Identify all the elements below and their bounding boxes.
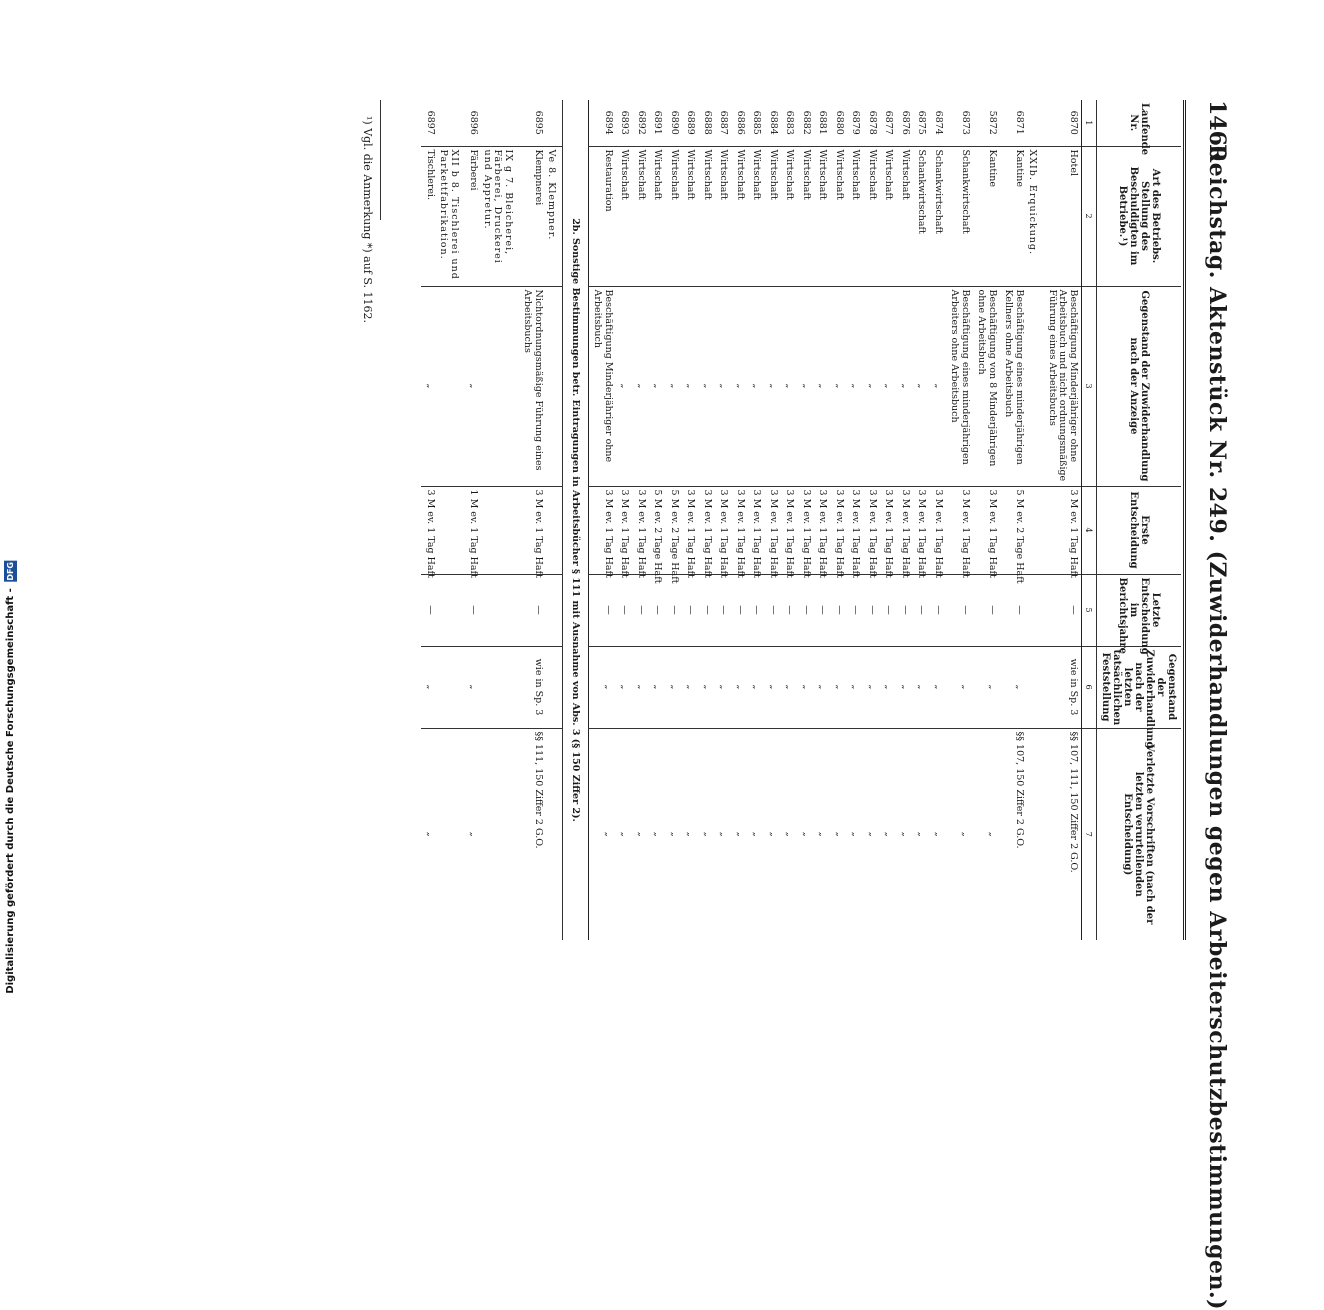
cell-gegenstand: „ [666, 286, 683, 486]
violations-table [422, 100, 1182, 940]
cell-nr: 6893 [619, 110, 631, 135]
cell-nr: 6871 [1014, 110, 1025, 135]
table-row [1044, 100, 1082, 940]
cell-letzte: — [798, 574, 815, 646]
cell-art: Tischlerei. [422, 146, 439, 286]
group-heading: XII b 8. Tischlerei und Parkettfabrikation. [438, 146, 465, 286]
cell-tatsaechlich: „ [1000, 646, 1027, 728]
cell-letzte: — [765, 574, 782, 646]
cell-tatsaechlich: „ [422, 646, 439, 728]
col-num: 1 [1082, 100, 1097, 146]
cell-letzte: — [1044, 574, 1082, 646]
cell-vorschriften: „ [699, 728, 716, 940]
table-row [589, 100, 617, 940]
cell-letzte: — [913, 574, 930, 646]
cell-gegenstand: „ [649, 286, 666, 486]
empty-cell [438, 486, 465, 574]
cell-letzte: — [880, 574, 897, 646]
cell-gegenstand: „ [798, 286, 815, 486]
cell-gegenstand: Beschäftigung eines minderjährigen Arbeiters ohne Arbeitsbuch [946, 286, 973, 486]
cell-letzte: — [519, 574, 546, 646]
cell-art: Wirtschaft [798, 146, 815, 286]
cell-art: Restauration [589, 146, 617, 286]
cell-letzte: — [973, 574, 1000, 646]
col-header-erste: Erste Entscheidung [1097, 486, 1182, 574]
cell-erste: 3 M ev. 1 Tag Haft [765, 486, 782, 574]
table-row [880, 100, 897, 940]
cell-erste: 3 M ev. 1 Tag Haft [897, 486, 914, 574]
table-row [732, 100, 749, 940]
cell-nr: 6897 [425, 110, 436, 135]
cell-tatsaechlich: „ [798, 646, 815, 728]
cell-erste: 3 M ev. 1 Tag Haft [715, 486, 732, 574]
cell-art: Wirtschaft [633, 146, 650, 286]
table-body-section-b [422, 100, 564, 940]
cell-nr: 6882 [801, 110, 812, 135]
cell-erste: 5 M ev. 2 Tage Haft [1000, 486, 1027, 574]
cell-gegenstand: „ [682, 286, 699, 486]
cell-vorschriften: „ [765, 728, 782, 940]
cell-erste: 3 M ev. 1 Tag Haft [699, 486, 716, 574]
cell-tatsaechlich: „ [831, 646, 848, 728]
empty-cell [1027, 728, 1044, 940]
cell-gegenstand: „ [422, 286, 439, 486]
cell-art: Hotel [1044, 146, 1082, 286]
cell-letzte: — [682, 574, 699, 646]
empty-cell [546, 574, 563, 646]
empty-cell [1027, 100, 1044, 146]
cell-vorschriften: „ [732, 728, 749, 940]
cell-art: Wirtschaft [616, 146, 633, 286]
cell-vorschriften: „ [913, 728, 930, 940]
cell-vorschriften: „ [814, 728, 831, 940]
col-header-vorschriften: Verletzte Vorschriften (nach der letzten verurteilenden Entscheidung) [1097, 728, 1182, 940]
cell-gegenstand: „ [715, 286, 732, 486]
cell-tatsaechlich: „ [682, 646, 699, 728]
cell-nr: 6881 [817, 110, 829, 135]
cell-nr: 6891 [652, 110, 664, 135]
cell-nr: 6880 [834, 110, 845, 135]
table-row [715, 100, 732, 940]
cell-vorschriften: „ [897, 728, 914, 940]
column-number-row [1082, 100, 1097, 940]
cell-gegenstand: Beschäftigung Minderjähriger ohne Arbeitsbuch und nicht ordnungsmäßige Führung eines Arbeitsbuchs [1044, 286, 1082, 486]
cell-tatsaechlich: wie in Sp. 3 [1044, 646, 1082, 728]
cell-vorschriften: „ [748, 728, 765, 940]
cell-gegenstand: „ [748, 286, 765, 486]
cell-gegenstand: Nichtordnungsmäßige Führung eines Arbeitsbuchs [519, 286, 546, 486]
cell-nr: 5872 [987, 110, 998, 135]
section-b-heading [563, 100, 589, 940]
cell-erste: 3 M ev. 1 Tag Haft [519, 486, 546, 574]
empty-cell [1027, 574, 1044, 646]
cell-vorschriften: „ [649, 728, 666, 940]
cell-vorschriften: „ [798, 728, 815, 940]
table-row [649, 100, 666, 940]
cell-art: Wirtschaft [649, 146, 666, 286]
cell-erste: 3 M ev. 1 Tag Haft [864, 486, 881, 574]
group-heading-row [438, 100, 465, 940]
cell-erste: 3 M ev. 1 Tag Haft [973, 486, 1000, 574]
cell-erste: 3 M ev. 1 Tag Haft [732, 486, 749, 574]
cell-vorschriften: „ [880, 728, 897, 940]
cell-gegenstand: „ [633, 286, 650, 486]
cell-gegenstand: „ [913, 286, 930, 486]
table-row [666, 100, 683, 940]
empty-cell [482, 728, 520, 940]
cell-letzte: — [748, 574, 765, 646]
col-num: 2 [1082, 146, 1097, 286]
col-num: 4 [1082, 486, 1097, 574]
cell-nr: 6895 [533, 110, 544, 135]
cell-erste: 5 M ev. 2 Tage Haft [649, 486, 666, 574]
cell-art: Wirtschaft [831, 146, 848, 286]
cell-vorschriften: „ [930, 728, 947, 940]
cell-erste: 3 M ev. 1 Tag Haft [930, 486, 947, 574]
cell-nr: 6890 [669, 110, 680, 135]
cell-vorschriften: §§ 107, 150 Ziffer 2 G.O. [1000, 728, 1027, 940]
cell-tatsaechlich: „ [814, 646, 831, 728]
cell-art: Wirtschaft [864, 146, 881, 286]
empty-cell [482, 574, 520, 646]
empty-cell [438, 286, 465, 486]
cell-letzte: — [465, 574, 482, 646]
empty-cell [482, 486, 520, 574]
cell-vorschriften: „ [633, 728, 650, 940]
empty-cell [438, 100, 465, 146]
col-header-tatsaechlich: Gegenstand der Zuwiderhandlung nach der letzten tatsächlichen Feststellung [1097, 646, 1182, 728]
cell-gegenstand: „ [732, 286, 749, 486]
footnote-rule [381, 100, 382, 220]
cell-letzte: — [699, 574, 716, 646]
footnote: ¹) Vgl. die Anmerkung *) auf S. 1162. [361, 116, 375, 323]
cell-erste: 3 M ev. 1 Tag Haft [831, 486, 848, 574]
cell-gegenstand: „ [897, 286, 914, 486]
cell-erste: 3 M ev. 1 Tag Haft [682, 486, 699, 574]
table-header-row [1097, 100, 1182, 940]
col-num: 7 [1082, 728, 1097, 940]
cell-letzte: — [864, 574, 881, 646]
empty-cell [482, 646, 520, 728]
cell-art: Wirtschaft [682, 146, 699, 286]
cell-gegenstand: „ [930, 286, 947, 486]
cell-tatsaechlich: „ [699, 646, 716, 728]
empty-cell [546, 486, 563, 574]
cell-art: Schankwirtschaft [930, 146, 947, 286]
cell-art: Schankwirtschaft [913, 146, 930, 286]
cell-nr: 6877 [883, 110, 895, 135]
cell-vorschriften: „ [616, 728, 633, 940]
cell-erste: 3 M ev. 1 Tag Haft [880, 486, 897, 574]
cell-art: Wirtschaft [732, 146, 749, 286]
cell-gegenstand: „ [864, 286, 881, 486]
cell-nr: 6889 [685, 110, 697, 135]
cell-erste: 3 M ev. 1 Tag Haft [798, 486, 815, 574]
group-heading: XXIb. Erquickung. [1027, 146, 1044, 286]
table-row [765, 100, 782, 940]
cell-vorschriften: „ [864, 728, 881, 940]
cell-nr: 6892 [636, 110, 647, 135]
cell-nr: 6883 [784, 110, 796, 135]
table-row [864, 100, 881, 940]
cell-gegenstand: Beschäftigung Minderjähriger ohne Arbeitsbuch [589, 286, 617, 486]
cell-tatsaechlich: „ [913, 646, 930, 728]
cell-erste: 5 M ev. 2 Tage Haft [666, 486, 683, 574]
table-row [781, 100, 798, 940]
empty-cell [482, 100, 520, 146]
cell-letzte: — [732, 574, 749, 646]
table-body-section-a [589, 100, 1082, 940]
table-row [798, 100, 815, 940]
cell-gegenstand: „ [781, 286, 798, 486]
empty-cell [546, 100, 563, 146]
cell-vorschriften: §§ 107, 111, 150 Ziffer 2 G.O. [1044, 728, 1082, 940]
cell-nr: 6896 [468, 110, 480, 135]
cell-erste: 1 M ev. 1 Tag Haft [465, 486, 482, 574]
cell-nr: 6878 [867, 110, 878, 135]
cell-erste: 3 M ev. 1 Tag Haft [1044, 486, 1082, 574]
cell-nr: 6870 [1068, 110, 1079, 135]
cell-art: Wirtschaft [765, 146, 782, 286]
cell-art: Klempnerei [519, 146, 546, 286]
table-row [616, 100, 633, 940]
table-row [946, 100, 973, 940]
cell-erste: 3 M ev. 1 Tag Haft [847, 486, 864, 574]
col-header-art: Art des Betriebs. Stellung des Beschuldigten im Betriebe.¹) [1097, 146, 1182, 286]
cell-tatsaechlich: „ [847, 646, 864, 728]
cell-nr: 6876 [900, 110, 911, 135]
digitization-note [4, 561, 17, 994]
cell-letzte: — [946, 574, 973, 646]
table-row [897, 100, 914, 940]
cell-nr: 6879 [850, 110, 862, 135]
cell-tatsaechlich: „ [973, 646, 1000, 728]
cell-tatsaechlich: „ [633, 646, 650, 728]
cell-nr: 6884 [768, 110, 779, 135]
cell-erste: 3 M ev. 1 Tag Haft [781, 486, 798, 574]
cell-letzte: — [814, 574, 831, 646]
cell-erste: 3 M ev. 1 Tag Haft [913, 486, 930, 574]
empty-cell [1027, 486, 1044, 574]
empty-cell [546, 286, 563, 486]
group-heading: Ve 8. Klempner. [546, 146, 563, 286]
cell-letzte: — [422, 574, 439, 646]
cell-tatsaechlich: „ [715, 646, 732, 728]
cell-vorschriften: „ [589, 728, 617, 940]
cell-art: Kantine [973, 146, 1000, 286]
cell-tatsaechlich: „ [781, 646, 798, 728]
cell-erste: 3 M ev. 1 Tag Haft [814, 486, 831, 574]
digitization-text: Digitalisierung gefördert durch die Deutsche Forschungsgemeinschaft - [5, 588, 16, 994]
cell-tatsaechlich: „ [732, 646, 749, 728]
cell-letzte: — [715, 574, 732, 646]
cell-vorschriften: „ [666, 728, 683, 940]
empty-cell [546, 728, 563, 940]
col-num: 3 [1082, 286, 1097, 486]
cell-letzte: — [1000, 574, 1027, 646]
cell-nr: 6894 [603, 110, 614, 135]
cell-vorschriften: §§ 111, 150 Ziffer 2 G.O. [519, 728, 546, 940]
cell-tatsaechlich: „ [765, 646, 782, 728]
table-row [682, 100, 699, 940]
page-number: 1460 [1204, 100, 1230, 162]
cell-art: Wirtschaft [715, 146, 732, 286]
cell-vorschriften: „ [781, 728, 798, 940]
table-row [847, 100, 864, 940]
cell-nr: 6875 [916, 110, 928, 135]
cell-art: Wirtschaft [814, 146, 831, 286]
col-header-gegenstand: Gegenstand der Zuwiderhandlung nach der Anzeige [1097, 286, 1182, 486]
page-header [1186, 100, 1238, 1310]
table-row [422, 100, 439, 940]
table-row [1000, 100, 1027, 940]
cell-tatsaechlich: wie in Sp. 3 [519, 646, 546, 728]
cell-letzte: — [781, 574, 798, 646]
cell-tatsaechlich: „ [864, 646, 881, 728]
cell-gegenstand: „ [880, 286, 897, 486]
cell-art: Wirtschaft [699, 146, 716, 286]
cell-vorschriften: „ [422, 728, 439, 940]
cell-tatsaechlich: „ [649, 646, 666, 728]
col-header-nr: Laufende Nr. [1097, 100, 1182, 146]
cell-gegenstand: Beschäftigung eines minderjährigen Kellners ohne Arbeitsbuch [1000, 286, 1027, 486]
cell-erste: 3 M ev. 1 Tag Haft [748, 486, 765, 574]
cell-letzte: — [616, 574, 633, 646]
cell-art: Wirtschaft [748, 146, 765, 286]
cell-nr: 6887 [718, 110, 730, 135]
cell-tatsaechlich: „ [616, 646, 633, 728]
cell-art: Wirtschaft [880, 146, 897, 286]
cell-erste: 3 M ev. 1 Tag Haft [616, 486, 633, 574]
cell-gegenstand: „ [616, 286, 633, 486]
cell-art: Wirtschaft [666, 146, 683, 286]
table-row [519, 100, 546, 940]
table-row [831, 100, 848, 940]
cell-tatsaechlich: „ [897, 646, 914, 728]
empty-cell [438, 646, 465, 728]
cell-vorschriften: „ [715, 728, 732, 940]
cell-gegenstand: „ [847, 286, 864, 486]
cell-gegenstand: „ [831, 286, 848, 486]
cell-nr: 6886 [735, 110, 746, 135]
col-header-letzte: Letzte Entscheidung im Berichtsjahre [1097, 574, 1182, 646]
col-num: 6 [1082, 646, 1097, 728]
cell-erste: 3 M ev. 1 Tag Haft [589, 486, 617, 574]
empty-cell [1027, 286, 1044, 486]
cell-art: Färberei [465, 146, 482, 286]
cell-letzte: — [831, 574, 848, 646]
cell-tatsaechlich: „ [880, 646, 897, 728]
cell-letzte: — [666, 574, 683, 646]
cell-tatsaechlich: „ [465, 646, 482, 728]
cell-letzte: — [897, 574, 914, 646]
cell-nr: 6888 [702, 110, 713, 135]
table-row [633, 100, 650, 940]
cell-gegenstand: „ [814, 286, 831, 486]
table-row [913, 100, 930, 940]
cell-art: Kantine [1000, 146, 1027, 286]
cell-nr: 6874 [933, 110, 944, 135]
cell-vorschriften: „ [465, 728, 482, 940]
cell-erste: 3 M ev. 1 Tag Haft [422, 486, 439, 574]
empty-cell [546, 646, 563, 728]
table-row [973, 100, 1000, 940]
cell-letzte: — [847, 574, 864, 646]
cell-art: Wirtschaft [781, 146, 798, 286]
col-num: 5 [1082, 574, 1097, 646]
running-title: Reichstag. Aktenstück Nr. 249. (Zuwiderhandlungen gegen Arbeiterschutzbestimmungen.) [1204, 144, 1230, 1310]
cell-tatsaechlich: „ [930, 646, 947, 728]
group-heading-row [546, 100, 563, 940]
table-row [930, 100, 947, 940]
group-heading: IX g 7. Bleicherei, Färberei, Druckerei und Appretur. [482, 146, 520, 286]
cell-art: Wirtschaft [897, 146, 914, 286]
cell-vorschriften: „ [973, 728, 1000, 940]
table-row [814, 100, 831, 940]
dfg-logo: DFG [6, 562, 15, 581]
section-title-row [563, 100, 589, 940]
cell-erste: 3 M ev. 1 Tag Haft [946, 486, 973, 574]
cell-nr: 6885 [751, 110, 763, 135]
empty-cell [438, 574, 465, 646]
cell-gegenstand: „ [699, 286, 716, 486]
cell-letzte: — [930, 574, 947, 646]
cell-nr: 6873 [960, 110, 971, 135]
table-row [748, 100, 765, 940]
empty-cell [438, 728, 465, 940]
cell-tatsaechlich: „ [666, 646, 683, 728]
cell-vorschriften: „ [682, 728, 699, 940]
cell-tatsaechlich: „ [946, 646, 973, 728]
cell-gegenstand: „ [765, 286, 782, 486]
empty-cell [482, 286, 520, 486]
empty-cell [1027, 646, 1044, 728]
cell-letzte: — [649, 574, 666, 646]
cell-gegenstand: „ [465, 286, 482, 486]
section-title: 2b. Sonstige Bestimmungen betr. Eintragungen in Arbeitsbücher § 111 mit Ausnahme von Abs. 3 (§ 150 Ziffer 2). [563, 100, 589, 940]
cell-art: Wirtschaft [847, 146, 864, 286]
cell-letzte: — [633, 574, 650, 646]
cell-tatsaechlich: „ [589, 646, 617, 728]
table-row [465, 100, 482, 940]
page-content [361, 100, 1239, 1310]
cell-vorschriften: „ [831, 728, 848, 940]
cell-tatsaechlich: „ [748, 646, 765, 728]
group-heading-row [482, 100, 520, 940]
cell-letzte: — [589, 574, 617, 646]
cell-gegenstand: Beschäftigung von 8 Minderjährigen ohne Arbeitsbuch [973, 286, 1000, 486]
cell-art: Schankwirtschaft [946, 146, 973, 286]
cell-erste: 3 M ev. 1 Tag Haft [633, 486, 650, 574]
cell-vorschriften: „ [946, 728, 973, 940]
group-heading-row [1027, 100, 1044, 940]
cell-vorschriften: „ [847, 728, 864, 940]
table-row [699, 100, 716, 940]
